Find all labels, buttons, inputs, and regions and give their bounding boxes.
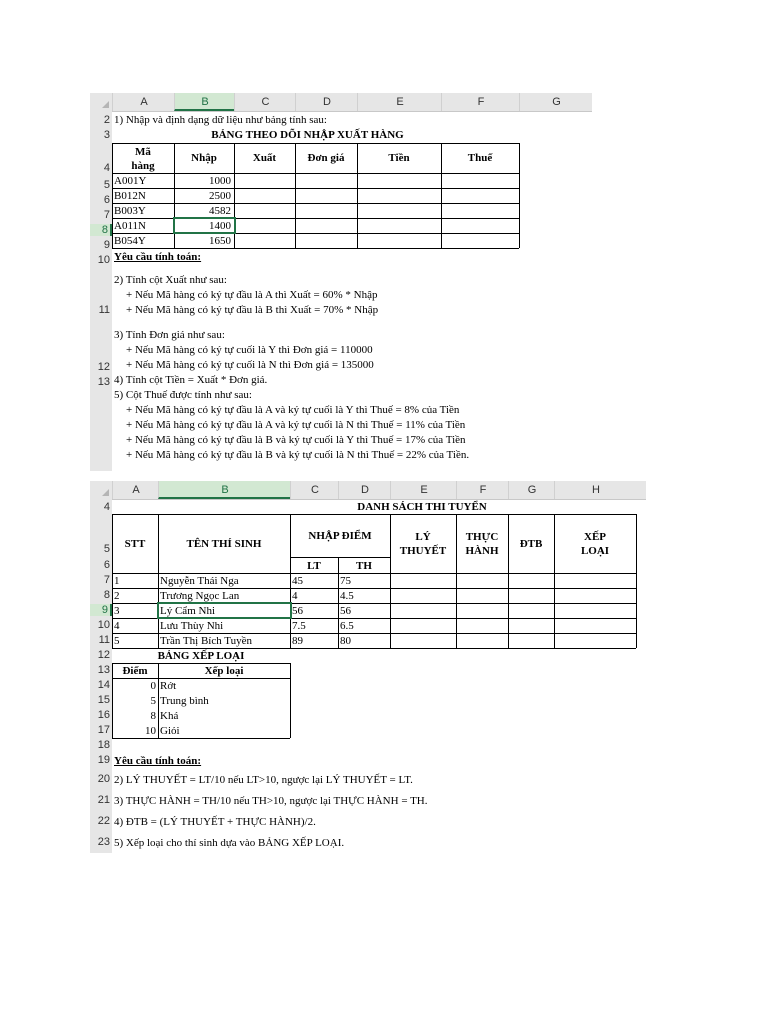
table2-border (636, 514, 637, 648)
req3-line[interactable]: + Nếu Mã hàng có ký tự cuối là Y thì Đơn giá = 110000 (126, 344, 373, 356)
cell-stt[interactable]: 3 (114, 605, 120, 617)
column-header-bar (90, 481, 646, 500)
column-header-c[interactable]: C (234, 93, 296, 111)
row-header-3[interactable]: 3 (103, 129, 110, 141)
header-xep-loai-line1[interactable]: XẾP (584, 531, 606, 543)
cell-diem[interactable]: 5 (150, 695, 156, 707)
req23[interactable]: 5) Xếp loại cho thí sinh dựa vào BẢNG XẾP LOẠI. (114, 837, 345, 849)
corner-triangle-icon (102, 489, 109, 496)
header-diem[interactable]: Điểm (122, 665, 148, 677)
req3-line[interactable]: + Nếu Mã hàng có ký tự cuối là N thì Đơn giá = 135000 (126, 359, 374, 371)
column-header-a[interactable]: A (112, 93, 175, 111)
row-header-8[interactable]: 8 (90, 224, 112, 236)
cell-lt[interactable]: 7.5 (292, 620, 306, 632)
cell-th[interactable]: 75 (340, 575, 351, 587)
row-header-20[interactable]: 20 (97, 773, 110, 785)
cell-ma-hang[interactable]: A001Y (114, 175, 147, 187)
header-lt[interactable]: LT (307, 560, 321, 572)
header-stt[interactable]: STT (124, 538, 146, 550)
row-header-23[interactable]: 23 (97, 836, 110, 848)
cell-a2[interactable]: 1) Nhập và định dạng dữ liệu như bảng tính sau: (114, 114, 327, 126)
header-thuc-hanh-line2[interactable]: HÀNH (465, 545, 499, 557)
row-header-5[interactable]: 5 (103, 543, 110, 555)
sheet1-title[interactable]: BẢNG THEO DÕI NHẬP XUẤT HÀNG (211, 129, 404, 141)
select-all-corner[interactable] (90, 481, 112, 499)
header-xep-loai[interactable]: Xếp loại (204, 665, 244, 677)
header-ly-thuyet-line1[interactable]: LÝ (415, 531, 431, 543)
req22[interactable]: 4) ĐTB = (LÝ THUYẾT + THỰC HÀNH)/2. (114, 816, 316, 828)
cell-nhap[interactable]: 1650 (209, 235, 231, 247)
active-cell-b8[interactable] (173, 217, 236, 234)
table2-border (112, 514, 636, 515)
row-header-13[interactable]: 13 (97, 376, 110, 388)
cell-ten[interactable]: Trần Thị Bích Tuyền (160, 635, 252, 647)
table2-border (112, 514, 113, 648)
cell-loai[interactable]: Rớt (160, 680, 177, 692)
row-header-2[interactable]: 2 (103, 114, 110, 126)
cell-th[interactable]: 6.5 (340, 620, 354, 632)
header-ma-hang-line2[interactable]: hàng (131, 160, 155, 172)
spreadsheet-1 (90, 93, 592, 471)
column-header-b[interactable]: B (174, 93, 235, 111)
column-header-f[interactable]: F (441, 93, 520, 111)
cell-th[interactable]: 80 (340, 635, 351, 647)
row-header-11[interactable]: 11 (98, 634, 110, 646)
cell-loai[interactable]: Giỏi (160, 725, 180, 737)
table2-border (158, 514, 159, 648)
row-header-17[interactable]: 17 (97, 724, 110, 736)
row-header-5[interactable]: 5 (103, 179, 110, 191)
header-xep-loai-line2[interactable]: LOẠI (580, 545, 610, 557)
req20[interactable]: 2) LÝ THUYẾT = LT/10 nếu LT>10, ngược lại LÝ THUYẾT = LT. (114, 774, 413, 786)
cell-diem[interactable]: 10 (145, 725, 156, 737)
header-ten-thi-sinh[interactable]: TÊN THÍ SINH (186, 538, 262, 550)
table2-border (508, 514, 509, 648)
cell-th[interactable]: 4.5 (340, 590, 354, 602)
column-header-d[interactable]: D (338, 481, 391, 499)
row-header-9[interactable]: 9 (103, 239, 110, 251)
header-ma-hang-line1[interactable]: Mã (135, 146, 151, 158)
cell-th[interactable]: 56 (340, 605, 351, 617)
header-thue[interactable]: Thuế (467, 152, 493, 164)
req2-line[interactable]: + Nếu Mã hàng có ký tự đầu là B thì Xuất = 70% * Nhập (126, 304, 379, 316)
req21[interactable]: 3) THỰC HÀNH = TH/10 nếu TH>10, ngược lại THỰC HÀNH = TH. (114, 795, 428, 807)
yeu-cau-label[interactable]: Yêu cầu tính toán: (114, 755, 202, 767)
cell-ten[interactable]: Nguyễn Thái Nga (160, 575, 239, 587)
sheet2-title[interactable]: DANH SÁCH THI TUYỂN (357, 501, 487, 513)
cell-ten[interactable]: Lý Cẩm Nhi (160, 605, 215, 617)
row-header-8[interactable]: 8 (103, 589, 110, 601)
header-nhap-diem[interactable]: NHẬP ĐIỂM (308, 530, 372, 542)
select-all-corner[interactable] (90, 93, 112, 111)
row-header-12[interactable]: 12 (97, 361, 110, 373)
req4[interactable]: 4) Tính cột Tiền = Xuất * Đơn giá. (114, 374, 268, 386)
req5-line[interactable]: + Nếu Mã hàng có ký tự đầu là A và ký tự cuối là Y thì Thuế = 8% của Tiền (126, 404, 460, 416)
row-header-7[interactable]: 7 (103, 209, 110, 221)
row-header-13[interactable]: 13 (97, 664, 110, 676)
row-header-4[interactable]: 4 (103, 501, 110, 513)
row-header-7[interactable]: 7 (103, 574, 110, 586)
cell-stt[interactable]: 1 (114, 575, 120, 587)
header-thuc-hanh-line1[interactable]: THỰC (465, 531, 499, 543)
spreadsheet-2 (90, 481, 646, 853)
row-header-9[interactable]: 9 (90, 604, 112, 616)
cell-ma-hang[interactable]: B003Y (114, 205, 146, 217)
table3-border (112, 738, 290, 739)
header-xuat[interactable]: Xuất (252, 152, 277, 164)
header-dtb[interactable]: ĐTB (519, 538, 543, 550)
row-header-14[interactable]: 14 (97, 679, 110, 691)
cell-stt[interactable]: 2 (114, 590, 120, 602)
column-header-bar (90, 93, 592, 112)
column-header-h[interactable]: H (554, 481, 637, 499)
row-header-22[interactable]: 22 (97, 815, 110, 827)
row-header-12[interactable]: 12 (97, 649, 110, 661)
yeu-cau-label[interactable]: Yêu cầu tính toán: (114, 251, 202, 263)
cell-ma-hang[interactable]: B054Y (114, 235, 146, 247)
cell-ten[interactable]: Trương Ngọc Lan (160, 590, 240, 602)
row-header-21[interactable]: 21 (97, 794, 110, 806)
column-header-c[interactable]: C (290, 481, 339, 499)
table2-border (290, 557, 390, 558)
req2-line[interactable]: + Nếu Mã hàng có ký tự đầu là A thì Xuất = 60% * Nhập (126, 289, 378, 301)
row-header-4[interactable]: 4 (103, 162, 110, 174)
column-header-g[interactable]: G (519, 93, 593, 111)
row-header-11[interactable]: 11 (98, 304, 110, 316)
cell-loai[interactable]: Trung bình (160, 695, 209, 707)
table3-border (290, 663, 291, 738)
header-don-gia[interactable]: Đơn giá (307, 152, 345, 164)
row-header-bar (90, 499, 112, 853)
req5-line[interactable]: + Nếu Mã hàng có ký tự đầu là A và ký tự cuối là N thì Thuế = 11% của Tiền (126, 419, 466, 431)
req3-title[interactable]: 3) Tính Đơn giá như sau: (114, 329, 225, 341)
cell-loai[interactable]: Khá (160, 710, 179, 722)
row-header-15[interactable]: 15 (97, 694, 110, 706)
column-header-f[interactable]: F (456, 481, 509, 499)
row-header-18[interactable]: 18 (97, 739, 110, 751)
cell-lt[interactable]: 45 (292, 575, 303, 587)
row-header-6[interactable]: 6 (103, 559, 110, 571)
req5-line[interactable]: + Nếu Mã hàng có ký tự đầu là B và ký tự cuối là Y thì Thuế = 17% của Tiền (126, 434, 466, 446)
row-header-19[interactable]: 19 (97, 754, 110, 766)
active-cell-b9[interactable] (157, 602, 292, 619)
cell-nhap[interactable]: 2500 (209, 190, 231, 202)
cell-lt[interactable]: 4 (292, 590, 298, 602)
cell-ma-hang[interactable]: A011N (114, 220, 146, 232)
row-header-10[interactable]: 10 (97, 254, 110, 266)
row-header-16[interactable]: 16 (97, 709, 110, 721)
column-header-e[interactable]: E (357, 93, 442, 111)
cell-diem[interactable]: 8 (150, 710, 156, 722)
cell-lt[interactable]: 89 (292, 635, 303, 647)
cell-diem[interactable]: 0 (150, 680, 156, 692)
table1-border (112, 248, 519, 249)
cell-stt[interactable]: 4 (114, 620, 120, 632)
cell-ten[interactable]: Lưu Thùy Nhi (160, 620, 224, 632)
bang-xep-loai-title[interactable]: BẢNG XẾP LOẠI (157, 650, 245, 662)
column-header-a[interactable]: A (112, 481, 159, 499)
req5-title[interactable]: 5) Cột Thuế được tính như sau: (114, 389, 252, 401)
cell-stt[interactable]: 5 (114, 635, 120, 647)
header-ly-thuyet-line2[interactable]: THUYẾT (399, 545, 447, 557)
cell-nhap[interactable]: 1400 (209, 220, 231, 232)
row-header-10[interactable]: 10 (97, 619, 110, 631)
column-header-g[interactable]: G (508, 481, 555, 499)
cell-nhap[interactable]: 4582 (209, 205, 231, 217)
cell-nhap[interactable]: 1000 (209, 175, 231, 187)
row-header-6[interactable]: 6 (103, 194, 110, 206)
row-header-bar (90, 111, 112, 471)
header-th[interactable]: TH (356, 560, 372, 572)
column-header-b[interactable]: B (158, 481, 291, 499)
column-header-d[interactable]: D (295, 93, 358, 111)
req2-title[interactable]: 2) Tính cột Xuất như sau: (114, 274, 227, 286)
header-tien[interactable]: Tiền (388, 152, 410, 164)
cell-ma-hang[interactable]: B012N (114, 190, 146, 202)
header-nhap[interactable]: Nhập (191, 152, 217, 164)
column-header-e[interactable]: E (390, 481, 457, 499)
table1-border (519, 143, 520, 248)
corner-triangle-icon (102, 101, 109, 108)
cell-lt[interactable]: 56 (292, 605, 303, 617)
req5-line[interactable]: + Nếu Mã hàng có ký tự đầu là B và ký tự cuối là N thì Thuế = 22% của Tiền. (126, 449, 470, 461)
